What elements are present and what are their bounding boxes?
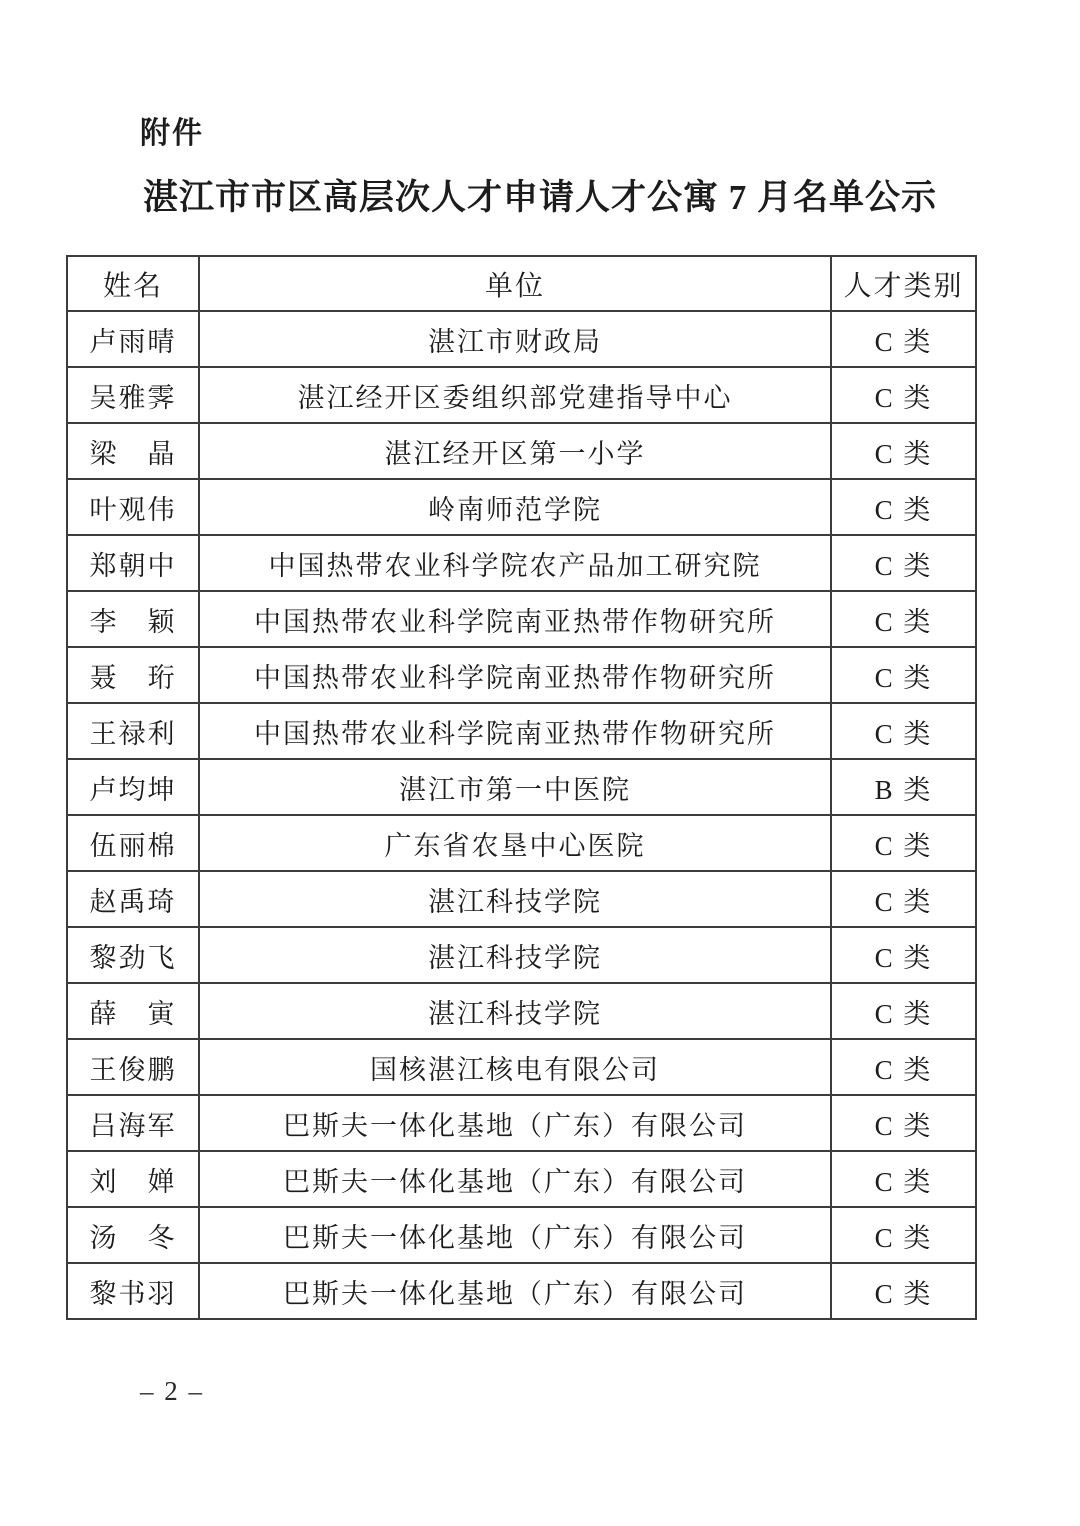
unit-cell: 湛江经开区委组织部党建指导中心	[199, 367, 831, 423]
category-cell: B 类	[831, 759, 976, 815]
table-row	[67, 423, 976, 479]
name-cell: 叶观伟	[67, 479, 199, 535]
name-cell: 王俊鹏	[67, 1039, 199, 1095]
name-cell: 黎劲飞	[67, 927, 199, 983]
table-row	[67, 311, 976, 367]
table-row	[67, 815, 976, 871]
table-row	[67, 647, 976, 703]
table-row	[67, 479, 976, 535]
unit-cell: 巴斯夫一体化基地（广东）有限公司	[199, 1207, 831, 1263]
table-row	[67, 1151, 976, 1207]
name-cell: 吕海军	[67, 1095, 199, 1151]
table-row	[67, 1039, 976, 1095]
unit-cell: 湛江市财政局	[199, 311, 831, 367]
table-header-row	[67, 256, 976, 311]
unit-cell: 湛江科技学院	[199, 927, 831, 983]
table-row	[67, 927, 976, 983]
category-cell: C 类	[831, 1151, 976, 1207]
name-cell: 汤 冬	[67, 1207, 199, 1263]
table-row	[67, 535, 976, 591]
name-cell: 郑朝中	[67, 535, 199, 591]
unit-cell: 湛江科技学院	[199, 983, 831, 1039]
header-name: 姓名	[67, 256, 199, 311]
header-unit: 单位	[199, 256, 831, 311]
category-cell: C 类	[831, 479, 976, 535]
table-row	[67, 759, 976, 815]
talent-list-table	[66, 255, 977, 1320]
unit-cell: 湛江市第一中医院	[199, 759, 831, 815]
category-cell: C 类	[831, 647, 976, 703]
attachment-label: 附件	[140, 117, 204, 150]
name-cell: 赵禹琦	[67, 871, 199, 927]
category-cell: C 类	[831, 1039, 976, 1095]
category-cell: C 类	[831, 367, 976, 423]
header-category: 人才类别	[831, 256, 976, 311]
name-cell: 李 颖	[67, 591, 199, 647]
category-cell: C 类	[831, 535, 976, 591]
unit-cell: 国核湛江核电有限公司	[199, 1039, 831, 1095]
name-cell: 吴雅霁	[67, 367, 199, 423]
category-cell: C 类	[831, 871, 976, 927]
table-row	[67, 983, 976, 1039]
category-cell: C 类	[831, 1095, 976, 1151]
table-row	[67, 367, 976, 423]
unit-cell: 岭南师范学院	[199, 479, 831, 535]
name-cell: 薛 寅	[67, 983, 199, 1039]
table-row	[67, 1207, 976, 1263]
name-cell: 梁 晶	[67, 423, 199, 479]
unit-cell: 巴斯夫一体化基地（广东）有限公司	[199, 1151, 831, 1207]
category-cell: C 类	[831, 423, 976, 479]
unit-cell: 广东省农垦中心医院	[199, 815, 831, 871]
name-cell: 卢雨晴	[67, 311, 199, 367]
name-cell: 刘 婵	[67, 1151, 199, 1207]
category-cell: C 类	[831, 591, 976, 647]
category-cell: C 类	[831, 1207, 976, 1263]
name-cell: 聂 珩	[67, 647, 199, 703]
table-row	[67, 1263, 976, 1319]
unit-cell: 湛江经开区第一小学	[199, 423, 831, 479]
name-cell: 黎书羽	[67, 1263, 199, 1319]
table-row	[67, 871, 976, 927]
table-row	[67, 1095, 976, 1151]
category-cell: C 类	[831, 983, 976, 1039]
page-title: 湛江市市区高层次人才申请人才公寓 7 月名单公示	[142, 178, 937, 217]
unit-cell: 巴斯夫一体化基地（广东）有限公司	[199, 1263, 831, 1319]
name-cell: 伍丽棉	[67, 815, 199, 871]
unit-cell: 中国热带农业科学院农产品加工研究院	[199, 535, 831, 591]
table-row	[67, 703, 976, 759]
unit-cell: 中国热带农业科学院南亚热带作物研究所	[199, 647, 831, 703]
unit-cell: 湛江科技学院	[199, 871, 831, 927]
category-cell: C 类	[831, 703, 976, 759]
page-number: – 2 –	[140, 1376, 204, 1406]
unit-cell: 巴斯夫一体化基地（广东）有限公司	[199, 1095, 831, 1151]
table-row	[67, 591, 976, 647]
table-body	[67, 311, 976, 1319]
unit-cell: 中国热带农业科学院南亚热带作物研究所	[199, 703, 831, 759]
category-cell: C 类	[831, 927, 976, 983]
name-cell: 卢均坤	[67, 759, 199, 815]
unit-cell: 中国热带农业科学院南亚热带作物研究所	[199, 591, 831, 647]
category-cell: C 类	[831, 1263, 976, 1319]
category-cell: C 类	[831, 311, 976, 367]
name-cell: 王禄利	[67, 703, 199, 759]
category-cell: C 类	[831, 815, 976, 871]
